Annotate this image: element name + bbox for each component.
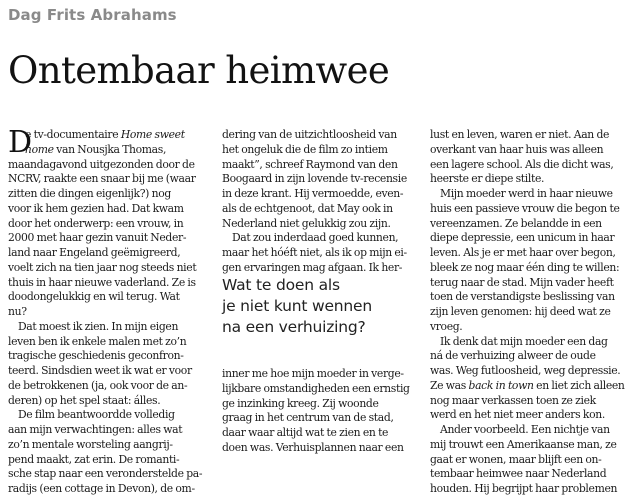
text-line — [8, 290, 208, 305]
text-line — [222, 158, 422, 173]
text-run: thuis in haar nieuwe vaderland. Ze is — [8, 275, 196, 289]
text-run: radijs (een cottage in Devon), de om- — [8, 482, 195, 495]
text-line — [430, 217, 640, 232]
text-line — [8, 423, 208, 438]
drop-cap: D — [8, 125, 33, 160]
text-run: nog maar verkassen toen ze ziek — [430, 393, 596, 407]
text-run: Nederland niet gelukkig zou zijn. — [222, 216, 391, 230]
text-run: als de echtgenoot, dat May ook in — [222, 201, 393, 215]
text-line — [8, 217, 208, 232]
text-line — [8, 246, 208, 261]
text-line — [8, 364, 208, 379]
text-line — [430, 128, 640, 143]
pull-quote-line: je niet kunt wennen — [222, 297, 373, 315]
text-run: voor ik hem gezien had. Dat kwam — [8, 201, 184, 215]
text-line — [430, 305, 640, 320]
text-line — [8, 482, 208, 497]
text-line — [8, 349, 208, 364]
text-run: graag in het centrum van de stad, — [222, 411, 394, 425]
text-line — [8, 305, 208, 320]
text-run: dering van de uitzichtloosheid van — [222, 128, 397, 141]
text-line — [222, 246, 422, 261]
pull-quote-line: na een verhuizing? — [222, 318, 366, 336]
italic-title: back in town — [468, 378, 534, 392]
pull-quote — [222, 275, 422, 338]
text-line — [430, 467, 640, 482]
text-line — [8, 128, 208, 143]
text-line — [430, 276, 640, 291]
headline: Ontembaar heimwee — [8, 49, 390, 92]
text-run: deren) op het spel staat: álles. — [8, 393, 161, 407]
text-run: heerste er diepe stilte. — [430, 172, 545, 186]
text-run: Boogaard in zijn lovende tv-recensie — [222, 172, 407, 186]
text-line — [430, 187, 640, 202]
text-line — [430, 453, 640, 468]
text-line — [8, 143, 208, 158]
text-line — [222, 426, 422, 441]
text-run: inner me hoe mijn moeder in verge- — [222, 367, 404, 380]
text-run: tembaar heimwee naar Nederland — [430, 467, 607, 481]
text-run: NCRV, raakte een snaar bij me (waar — [8, 172, 196, 186]
article-column-2-bottom — [222, 367, 422, 454]
text-run: een lagere school. Als die dicht was, — [430, 157, 614, 171]
text-run: tragische geschiedenis geconfron- — [8, 349, 184, 363]
text-line — [8, 172, 208, 187]
text-run: was. Weg futloosheid, weg depressie. — [430, 364, 621, 377]
text-line — [222, 382, 422, 397]
column-kicker: Dag Frits Abrahams — [8, 6, 177, 24]
text-run: aan mijn verwachtingen: alles wat — [8, 423, 183, 436]
text-run: land naar Engeland geëmigreerd, — [8, 246, 181, 259]
text-run: door het onderwerp: een vrouw, in — [8, 216, 184, 230]
text-run: De film beantwoordde volledig — [18, 408, 175, 422]
text-run: zitten die dingen eigenlijk?) nog — [8, 187, 171, 200]
text-run: houden. Hij begrijpt haar problemen — [430, 482, 618, 495]
text-run: doen was. Verhuisplannen naar een — [222, 440, 404, 454]
text-line — [430, 335, 640, 350]
text-line — [8, 202, 208, 217]
text-line — [222, 187, 422, 202]
text-line — [222, 441, 422, 456]
text-line — [430, 231, 640, 246]
text-run: ná de verhuizing alweer de oude — [430, 349, 596, 363]
text-run: leven. Als je er met haar over begon, — [430, 246, 616, 259]
text-run: terug naar de stad. Mijn vader heeft — [430, 275, 614, 289]
text-run: lijkbare omstandigheden een ernstig — [222, 381, 410, 395]
text-line — [430, 438, 640, 453]
text-line — [222, 397, 422, 412]
text-run: in deze krant. Hij vermoedde, even- — [222, 187, 404, 200]
text-line — [430, 482, 640, 497]
text-run: werd en het niet meer anders kon. — [430, 408, 605, 422]
text-line — [8, 394, 208, 409]
text-run: gen ervaringen mag afgaan. Ik her- — [222, 260, 403, 274]
article-column-3 — [430, 128, 640, 495]
text-line — [430, 320, 640, 335]
text-run: daar waar altijd wat te zien en te — [222, 426, 389, 439]
text-run: de betrokkenen (ja, ook voor de an- — [8, 378, 188, 392]
text-run: en liet zich alleen — [533, 378, 625, 392]
text-line — [222, 202, 422, 217]
text-run: het ongeluk die de film zo intiem — [222, 142, 388, 156]
text-line — [430, 158, 640, 173]
text-line — [430, 349, 640, 364]
text-run: Ik denk dat mijn moeder een dag — [440, 334, 608, 348]
text-run: leven ben ik enkele malen met zo’n — [8, 334, 187, 348]
text-line — [222, 143, 422, 158]
text-run: teerd. Sindsdien weet ik wat er voor — [8, 364, 192, 377]
text-run: toen de verstandigste beslissing van — [430, 290, 615, 304]
text-line — [222, 128, 422, 143]
italic-title: home — [25, 142, 54, 156]
text-line — [222, 231, 422, 246]
text-run: mij trouwt een Amerikaanse man, ze — [430, 437, 617, 451]
text-run: vereenzamen. Ze belandde in een — [430, 216, 602, 230]
text-line — [8, 187, 208, 202]
text-line — [430, 143, 640, 158]
text-run: zo’n mentale worsteling aangrij- — [8, 437, 173, 451]
text-line — [430, 408, 640, 423]
text-line — [8, 320, 208, 335]
text-line — [8, 276, 208, 291]
text-line — [8, 467, 208, 482]
text-run: sche stap naar een veronderstelde pa- — [8, 467, 203, 481]
text-run: 2000 met haar gezin vanuit Neder- — [8, 231, 187, 245]
text-run: Dat moest ik zien. In mijn eigen — [18, 319, 179, 333]
text-line — [430, 379, 640, 394]
text-line — [8, 158, 208, 173]
text-run: lust en leven, waren er niet. Aan de — [430, 128, 610, 141]
text-line — [8, 379, 208, 394]
text-line — [430, 394, 640, 409]
text-run: ge inzinking kreeg. Zij woonde — [222, 396, 379, 410]
text-run: voelt zich na tien jaar nog steeds niet — [8, 260, 197, 274]
text-line — [8, 231, 208, 246]
text-run: e tv-documentaire — [25, 128, 121, 141]
text-run: maakt”, schreef Raymond van den — [222, 157, 398, 171]
text-line — [430, 202, 640, 217]
text-run: bleek ze nog maar één ding te willen: — [430, 260, 620, 274]
text-line — [430, 364, 640, 379]
text-line — [222, 217, 422, 232]
text-run: van Nousjka Thomas, — [53, 142, 167, 156]
text-run: huis een passieve vrouw die begon te — [430, 201, 620, 215]
text-line — [8, 261, 208, 276]
article-column-1 — [8, 125, 208, 495]
text-run: Ander voorbeeld. Een nichtje van — [440, 423, 610, 436]
text-run: Ze was — [430, 378, 469, 392]
pull-quote-line: Wat te doen als — [222, 276, 340, 294]
text-line — [8, 438, 208, 453]
text-line — [8, 408, 208, 423]
text-run: Dat zou inderdaad goed kunnen, — [232, 231, 399, 245]
text-line — [222, 411, 422, 426]
text-run: zijn leven genomen: hij deed wat ze — [430, 305, 611, 318]
text-run: diepe depressie, een unicum in haar — [430, 231, 615, 245]
text-run: gaat er wonen, maar blijft een on- — [430, 452, 602, 466]
article-column-2-top — [222, 128, 422, 274]
text-line — [430, 290, 640, 305]
text-run: maandagavond uitgezonden door de — [8, 157, 195, 171]
text-line — [222, 261, 422, 276]
text-line — [222, 367, 422, 382]
text-run: nu? — [8, 305, 27, 318]
italic-title: Home sweet — [120, 128, 185, 141]
text-line — [430, 261, 640, 276]
text-line — [430, 246, 640, 261]
text-run: maar het hóéft niet, als ik op mijn ei- — [222, 246, 407, 259]
text-run: vroeg. — [430, 319, 463, 333]
text-line — [8, 335, 208, 350]
text-line — [430, 172, 640, 187]
text-line — [222, 172, 422, 187]
text-line — [430, 423, 640, 438]
text-run: pend maakt, zat erin. De romanti- — [8, 452, 180, 466]
text-run: doodongelukkig en wil terug. Wat — [8, 290, 180, 304]
text-line — [8, 453, 208, 468]
text-run: overkant van haar huis was alleen — [430, 142, 604, 156]
text-run: Mijn moeder werd in haar nieuwe — [440, 187, 613, 200]
